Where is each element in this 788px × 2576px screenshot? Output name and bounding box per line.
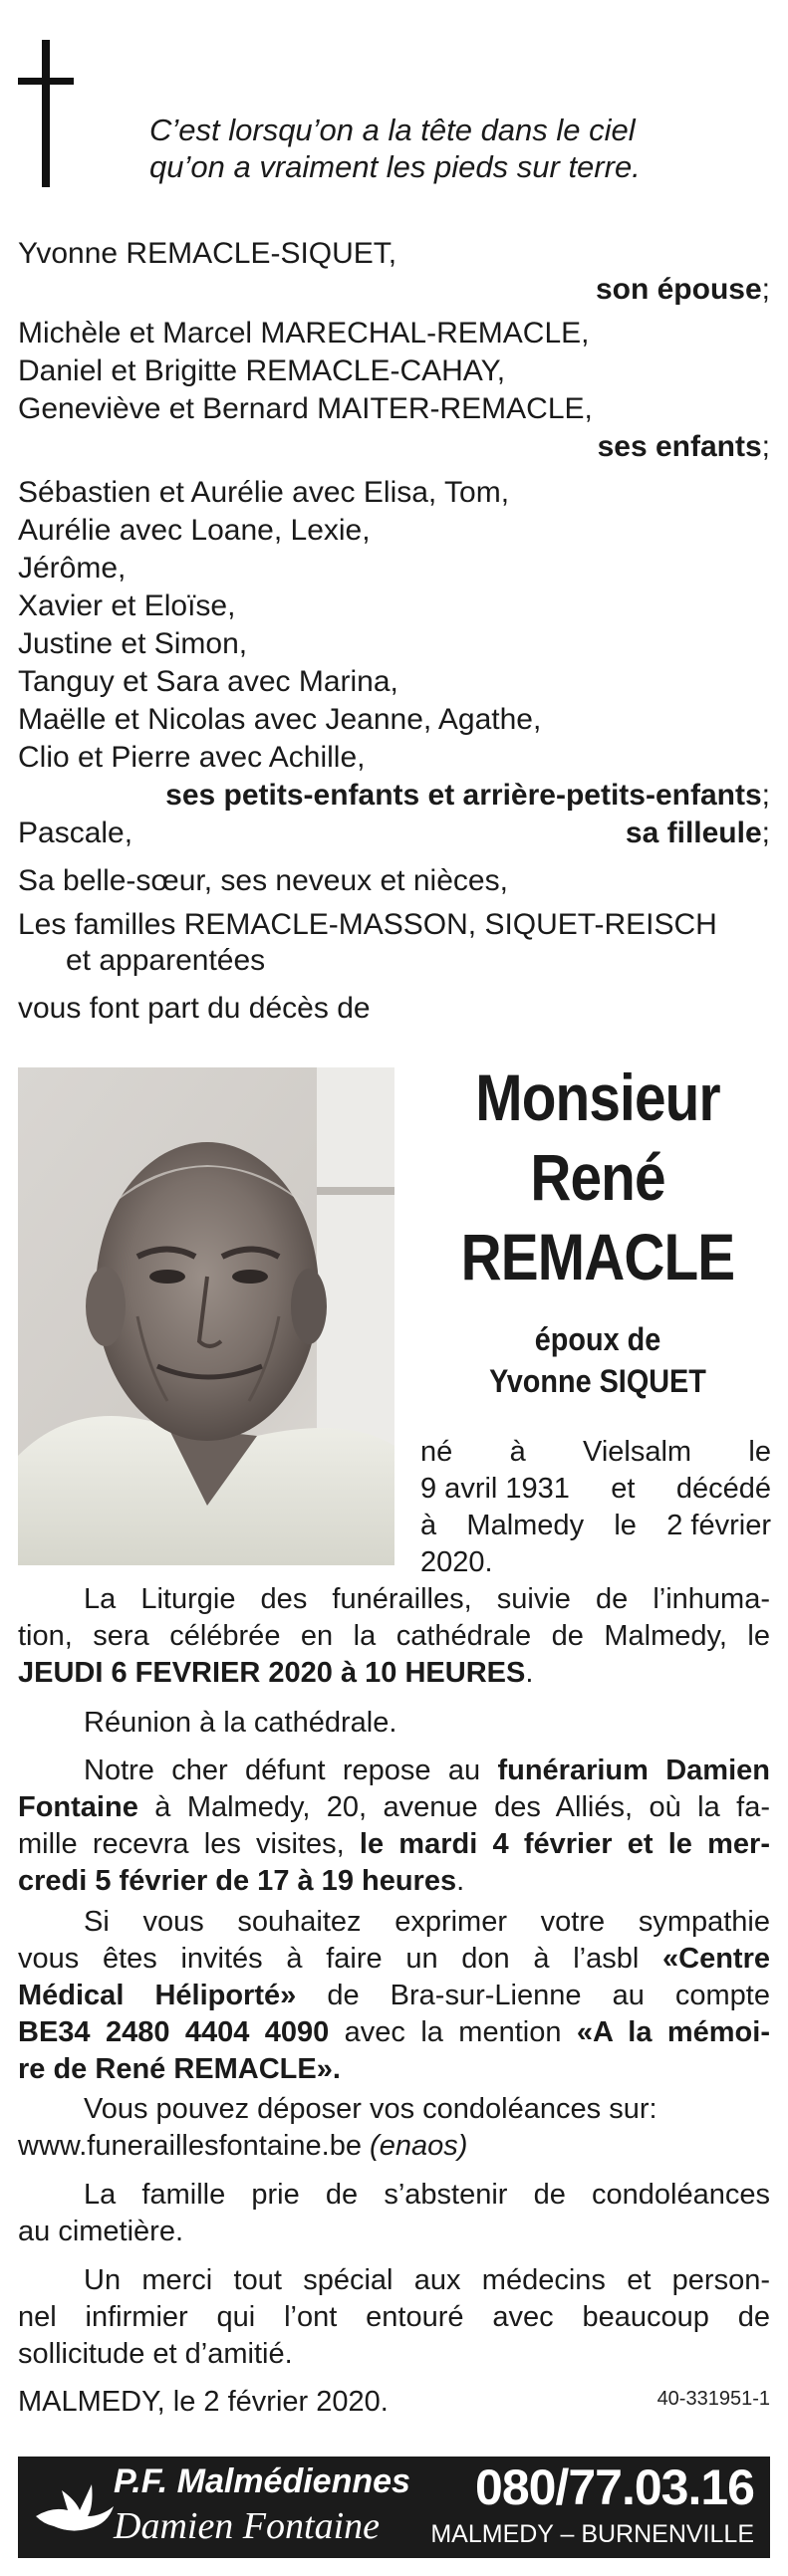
text-line (18, 1863, 770, 1900)
word: à (509, 1436, 526, 1468)
donation-mention: re de René REMACLE». (18, 2053, 341, 2085)
deceased-title: Monsieur (475, 1060, 720, 1134)
grandchild-line: Aurélie avec Loane, Lexie, (18, 514, 371, 547)
funerarium-name: Fontaine (18, 1791, 138, 1823)
word: 9 avril 1931 (420, 1473, 570, 1505)
funerarium-paragraph (18, 1753, 770, 1900)
grandchild-line: Clio et Pierre avec Achille, (18, 741, 366, 774)
spouse-of-name: Yvonne SIQUET (489, 1363, 706, 1399)
semicolon: ; (761, 430, 770, 463)
text-line (18, 1826, 770, 1863)
portrait-photo (18, 1067, 394, 1565)
children-role (598, 428, 770, 466)
word: Malmedy (466, 1510, 585, 1541)
text-line: La Liturgie des funérailles, suivie de l’inhuma- (84, 1583, 770, 1615)
goddaughter-role (626, 815, 770, 852)
liturgy-paragraph (18, 1581, 770, 1692)
text-line: Vous pouvez déposer vos condoléances sur: (84, 2093, 657, 2125)
grandchild-line: Jérôme, (18, 552, 127, 585)
grandchild-line: Justine et Simon, (18, 627, 248, 660)
quote (149, 112, 747, 185)
grandchild-line: Tanguy et Sara avec Marina, (18, 665, 398, 698)
place-date (18, 2384, 389, 2421)
text-line: MALMEDY, le 2 février 2020. (18, 2386, 389, 2418)
funeral-home-director: Damien Fontaine (114, 2505, 381, 2547)
text-line (18, 1753, 770, 1789)
charity-name: Médical Héliporté» (18, 1980, 297, 2011)
text-line: sollicitude et d’amitié. (18, 2338, 293, 2370)
role-text: son épouse (595, 273, 762, 306)
dove-icon (32, 2476, 118, 2540)
cross-icon (18, 40, 74, 187)
grandchild-line: Xavier et Eloïse, (18, 589, 236, 622)
funeral-home-name: P.F. Malmédiennes (114, 2462, 410, 2500)
text-line: La famille prie de s’abstenir de condoléances (84, 2179, 770, 2211)
word: né (420, 1436, 453, 1468)
text-fragment: mille recevra les visites, (18, 1828, 360, 1860)
text-fragment: (enaos) (370, 2130, 468, 2162)
phone-number[interactable]: 080/77.03.16 (475, 2459, 754, 2515)
word: le (748, 1436, 771, 1468)
cemetery-paragraph (18, 2177, 770, 2250)
text-line: Réunion à la cathédrale. (84, 1707, 397, 1739)
text-line: tion, sera célébrée en la cathédrale de Malmedy, le (18, 1620, 770, 1652)
thanks-paragraph (18, 2262, 770, 2373)
funerarium-name: funérarium Damien (497, 1755, 770, 1786)
text-fragment: avec la mention (329, 2016, 577, 2048)
semicolon: ; (761, 273, 770, 306)
account-number: BE34 2480 4404 4090 (18, 2016, 330, 2048)
birth-death-info (420, 1434, 771, 1581)
spouse-role (596, 271, 770, 309)
child-line: Michèle et Marcel MARECHAL-REMACLE, (18, 317, 590, 350)
text-line: au cimetière. (18, 2216, 184, 2247)
reunion-paragraph (18, 1705, 770, 1742)
role-text: sa filleule (625, 817, 762, 849)
word: le (614, 1510, 637, 1541)
child-line: Geneviève et Bernard MAITER-REMACLE, (18, 392, 593, 425)
grandchild-line: Sébastien et Aurélie avec Elisa, Tom, (18, 476, 510, 509)
text-line (18, 2014, 770, 2051)
word: Vielsalm (583, 1436, 692, 1468)
grandchildren-role (165, 777, 770, 815)
visit-dates: le mardi 4 février et le mer- (359, 1828, 770, 1860)
word: à (420, 1510, 437, 1541)
funeral-home-location: MALMEDY – BURNENVILLE (430, 2520, 754, 2548)
role-text: ses enfants (597, 430, 762, 463)
text-line (18, 1978, 770, 2014)
spouse-name: Yvonne REMACLE-SIQUET, (18, 237, 397, 270)
text-fragment: vous êtes invités à faire un don à l’asbl (18, 1943, 662, 1975)
word: 2020. (420, 1546, 493, 1578)
text-line: Un merci tout spécial aux médecins et person- (84, 2264, 770, 2296)
grandchild-line: Maëlle et Nicolas avec Jeanne, Agathe, (18, 703, 542, 736)
reference-number: 40-331951-1 (657, 2388, 770, 2410)
ceremony-date: JEUDI 6 FEVRIER 2020 à 10 HEURES (18, 1657, 526, 1689)
deceased-first-name: René (530, 1140, 665, 1214)
spouse-of: époux de (534, 1321, 661, 1357)
quote-line: qu’on a vraiment les pieds sur terre. (149, 149, 641, 184)
text-line: nel infirmier qui l’ont entouré avec beaucoup de (18, 2301, 770, 2333)
text-fragment: Notre cher défunt repose au (84, 1755, 498, 1786)
donation-mention: «A la mémoi- (576, 2016, 770, 2048)
website-link[interactable]: www.funeraillesfontaine.be (18, 2130, 371, 2162)
announce-line: vous font part du décès de (18, 992, 371, 1025)
semicolon: ; (761, 817, 770, 849)
others-line: Sa belle-sœur, ses neveux et nièces, (18, 864, 508, 897)
text-line (18, 1941, 770, 1978)
text-fragment: à Malmedy, 20, avenue des Alliés, où la fa- (137, 1791, 770, 1823)
charity-name: «Centre (662, 1943, 770, 1975)
visit-dates: credi 5 février de 17 à 19 heures (18, 1865, 457, 1897)
deceased-name-block (418, 1057, 777, 1402)
text-line: Si vous souhaitez exprimer votre sympathie (84, 1906, 770, 1938)
condolences-paragraph (18, 2091, 770, 2165)
word: décédé (675, 1473, 771, 1505)
funeral-home-banner (18, 2457, 770, 2558)
text-line (18, 2051, 770, 2088)
text-line (18, 2128, 770, 2165)
goddaughter-name: Pascale, (18, 817, 133, 849)
word: 2 février (666, 1510, 771, 1541)
others-line: Les familles REMACLE-MASSON, SIQUET-REISCH (18, 908, 717, 941)
child-line: Daniel et Brigitte REMACLE-CAHAY, (18, 354, 506, 387)
donation-paragraph (18, 1904, 770, 2088)
others-line: et apparentées (66, 944, 266, 977)
deceased-last-name: REMACLE (460, 1220, 735, 1293)
text-fragment: . (525, 1657, 534, 1689)
semicolon: ; (761, 779, 770, 812)
text-line (18, 1655, 770, 1692)
text-fragment: de Bra-sur-Lienne au compte (296, 1980, 770, 2011)
word: et (611, 1473, 636, 1505)
text-fragment: . (456, 1865, 465, 1897)
role-text: ses petits-enfants et arrière-petits-enfants (165, 779, 762, 812)
text-line (18, 1789, 770, 1826)
quote-line: C’est lorsqu’on a la tête dans le ciel (149, 113, 636, 147)
